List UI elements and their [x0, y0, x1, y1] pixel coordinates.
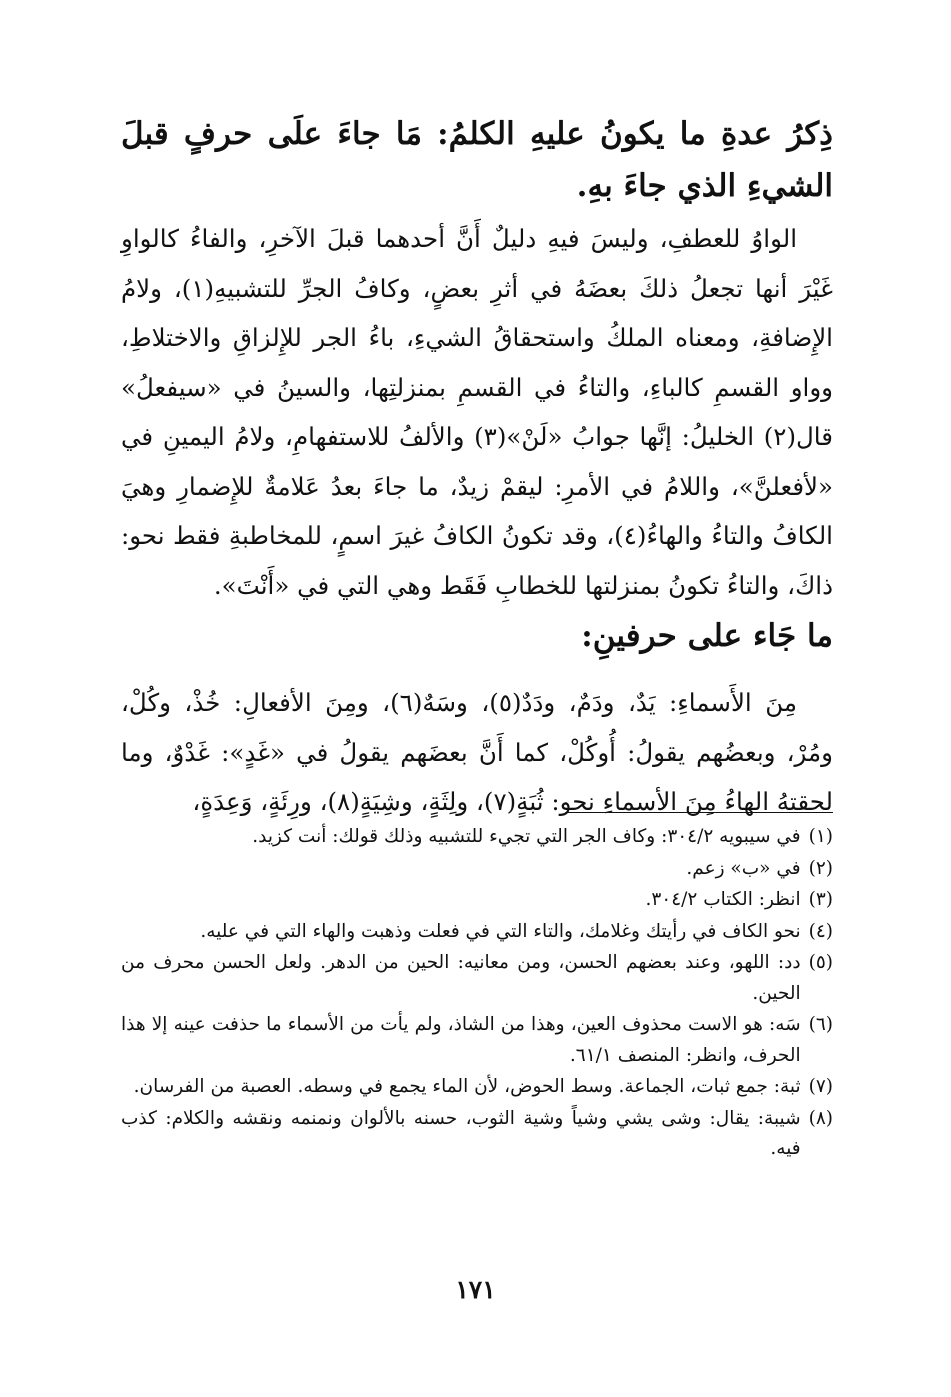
footnote-text: سَه: هو الاست محذوف العين، وهذا من الشاذ، ولم يأت من الأسماء ما حذفت عينه إلا هذا الحرف، وانظر: المنصف ٦١/١. — [121, 1014, 801, 1066]
footnote — [121, 1104, 833, 1165]
footnote-text: ثبة: جمع ثبات، الجماعة. وسط الحوض، لأن الماء يجمع في وسطه. العصبة من الفرسان. — [133, 1076, 801, 1097]
section-heading: ذِكرُ عدةِ ما يكونُ عليهِ الكلمُ: مَا جاءَ علَى حرفٍ قبلَ الشيءِ الذي جاءَ بهِ. — [121, 116, 833, 204]
footnote — [121, 1010, 833, 1071]
footnote-number: (٥) — [808, 952, 833, 973]
footnote-text: في سيبويه ٣٠٤/٢: وكاف الجر التي تجيء للتشبيه وذلك قولك: أنت كزيد. — [252, 826, 801, 847]
main-text — [121, 108, 833, 827]
subsection-heading: ما جَاء على حرفينِ: — [581, 618, 833, 654]
footnotes — [121, 822, 833, 1166]
paragraph: الواوُ للعطفِ، وليسَ فيهِ دليلٌ أَنَّ أحدهما قبلَ الآخرِ، والفاءُ كالواوِ غَيْرَ أنها تجعلُ ذلكَ بعضَهُ في أثرِ بعضٍ، وكافُ الجرِّ للتشبيهِ(١)، ولامُ الإِضافةِ، ومعناه الملكُ واستحقاقُ الشيءِ، باءُ الجر للإِلزاقِ والاختلاطِ، وواو القسمِ كالباءِ، والتاءُ في القسمِ بمنزلتِها، والسينُ في «سيفعلُ» قال(٢) الخليلُ: إنَّها جوابُ «لَنْ»(٣) والألفُ للاستفهامِ، ولامُ اليمينِ في «لأفعلنَّ»، واللامُ في الأمرِ: ليقمْ زيدٌ، ما جاءَ بعدُ عَلامةٌ للإِضمارِ وهيَ الكافُ والتاءُ والهاءُ(٤)، وقد تكونُ الكافُ غيرَ اسمٍ، للمخاطبةِ فقط نحو: ذاكَ، والتاءُ تكونُ بمنزلتها للخطابِ فَقَط وهي التي في «أَنْتَ». — [121, 224, 833, 600]
footnote-number: (٢) — [808, 857, 833, 879]
footnote — [121, 1072, 833, 1103]
footnote-divider — [568, 812, 833, 813]
footnote-text: انظر: الكتاب ٣٠٤/٢. — [645, 889, 801, 910]
footnote-number: (٦) — [808, 1014, 833, 1035]
footnote — [121, 917, 833, 948]
footnote-number: (٤) — [808, 920, 833, 942]
footnote — [121, 854, 833, 885]
footnote-number: (١) — [808, 826, 833, 847]
page-number: ١٧١ — [455, 1275, 496, 1304]
footnote — [121, 822, 833, 853]
footnote-text: دد: اللهو، وعند بعضهم الحسن، ومن معانيه: الحين من الدهر. ولعل الحسن محرف من الحين. — [121, 952, 801, 1004]
footnote-text: نحو الكاف في رأيتك وغلامك، والتاء التي في فعلت وذهبت والهاء التي في عليه. — [200, 920, 801, 942]
footnote-number: (٧) — [808, 1076, 833, 1097]
footnote — [121, 885, 833, 916]
footnote-text: في «ب» زعم. — [686, 857, 801, 879]
paragraph: مِنَ الأَسماءِ: يَدٌ، ودَمٌ، ودَدٌ(٥)، وسَهٌ(٦)، ومِنَ الأفعالِ: خُذْ، وكُلْ، ومُرْ، وبعضُهم يقولُ: أُوكُلْ، كما أَنَّ بعضَهم يقولُ في «غَدٍ»: غَدْوٌ، وما لحقتهُ الهاءُ مِنَ الأسماءِ نحو: ثُبَةٍ(٧)، ولِثَةٍ، وشِيَةٍ(٨)، ورِئَةٍ، وَعِدَةٍ، — [121, 688, 833, 816]
footnote-number: (٣) — [808, 889, 833, 910]
footnote — [121, 948, 833, 1009]
footnote-number: (٨) — [808, 1107, 833, 1129]
footnote-text: شيبة: يقال: وشى يشي وشياً وشية الثوب، حسنه بالألوان ونمنمه ونقشه والكلام: كذب فيه. — [121, 1107, 801, 1159]
